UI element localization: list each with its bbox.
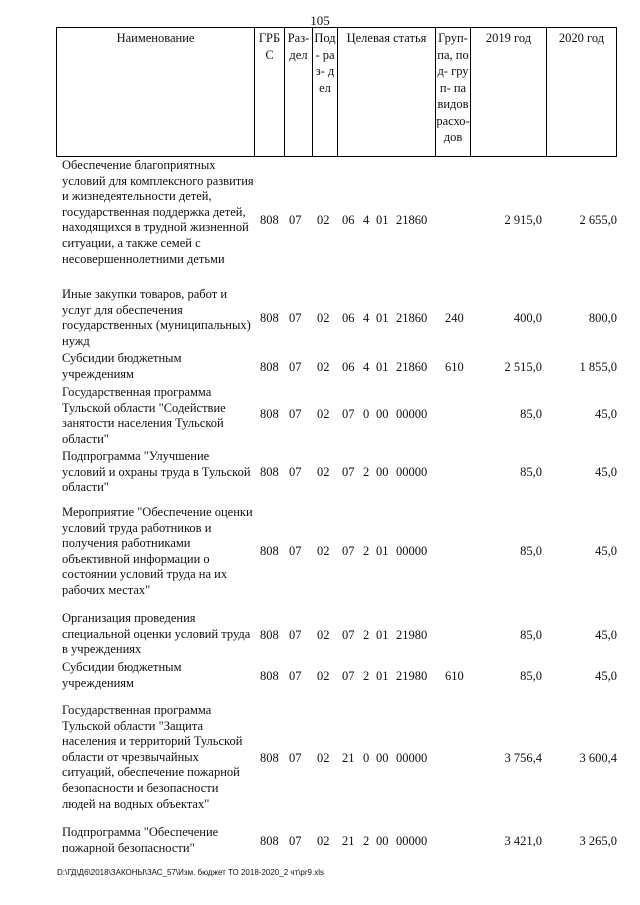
row-article-subprogram: 2 bbox=[363, 669, 370, 683]
row-expense-type: 610 bbox=[445, 669, 464, 683]
row-podrazdel: 02 bbox=[317, 751, 330, 765]
header-grbs: ГРБ С bbox=[258, 31, 281, 62]
row-podrazdel: 02 bbox=[317, 834, 330, 848]
row-article-program: 07 bbox=[342, 544, 355, 558]
row-article-subprogram: 0 bbox=[363, 751, 370, 765]
row-grbs: 808 bbox=[260, 669, 279, 683]
row-2019: 2 915,0 bbox=[504, 213, 542, 227]
header-2019: 2019 год bbox=[485, 31, 532, 45]
row-2020: 3 265,0 bbox=[579, 834, 617, 848]
row-2019: 2 515,0 bbox=[504, 360, 542, 374]
row-article-subprogram: 0 bbox=[363, 407, 370, 421]
row-grbs: 808 bbox=[260, 751, 279, 765]
table-row bbox=[56, 449, 617, 497]
row-article-code: 21980 bbox=[396, 669, 428, 683]
row-name: Субсидии бюджетным учреждениям bbox=[62, 660, 182, 690]
row-expense-type: 610 bbox=[445, 360, 464, 374]
row-article-code: 00000 bbox=[396, 751, 428, 765]
row-podrazdel: 02 bbox=[317, 213, 330, 227]
row-grbs: 808 bbox=[260, 407, 279, 421]
row-name: Государственная программа Тульской области "Защита населения и территорий Тульской области от чрезвычайных ситуаций, обеспечение пожарной безопасности и безопасности людей на водных объектах" bbox=[62, 703, 243, 811]
row-razdel: 07 bbox=[289, 465, 302, 479]
row-article-event: 01 bbox=[376, 311, 389, 325]
page-number: 105 bbox=[310, 13, 330, 28]
row-2019: 85,0 bbox=[520, 407, 542, 421]
row-razdel: 07 bbox=[289, 544, 302, 558]
row-name: Субсидии бюджетным учреждениям bbox=[62, 351, 182, 381]
table-row bbox=[56, 385, 617, 447]
row-grbs: 808 bbox=[260, 213, 279, 227]
row-podrazdel: 02 bbox=[317, 628, 330, 642]
row-article-subprogram: 2 bbox=[363, 544, 370, 558]
table-row bbox=[56, 825, 617, 857]
table-row bbox=[56, 660, 617, 692]
row-article-program: 06 bbox=[342, 213, 355, 227]
row-grbs: 808 bbox=[260, 360, 279, 374]
row-article-code: 21860 bbox=[396, 311, 428, 325]
row-razdel: 07 bbox=[289, 628, 302, 642]
row-2020: 800,0 bbox=[588, 311, 617, 325]
row-razdel: 07 bbox=[289, 751, 302, 765]
row-podrazdel: 02 bbox=[317, 544, 330, 558]
row-article-subprogram: 4 bbox=[363, 360, 370, 374]
row-name: Обеспечение благоприятных условий для комплексного развития и жизнедеятельности детей, государственная поддержка детей, находящихся в трудной жизненной ситуации, а также семей с несовершеннолетними детьми bbox=[62, 158, 254, 266]
row-article-program: 21 bbox=[342, 751, 355, 765]
row-podrazdel: 02 bbox=[317, 669, 330, 683]
row-article-subprogram: 2 bbox=[363, 628, 370, 642]
file-path-footer: D:\ГД\Д6\2018\ЗАКОНЫ\ЗАС_57\Изм. бюджет ТО 2018-2020_2 чт\pr9.xls bbox=[57, 868, 324, 877]
column-divider bbox=[337, 28, 338, 156]
row-article-code: 21860 bbox=[396, 213, 428, 227]
row-article-event: 01 bbox=[376, 544, 389, 558]
column-divider bbox=[470, 28, 471, 156]
row-2020: 45,0 bbox=[595, 628, 617, 642]
row-2019: 85,0 bbox=[520, 544, 542, 558]
row-article-program: 07 bbox=[342, 628, 355, 642]
row-2020: 45,0 bbox=[595, 669, 617, 683]
header-2020: 2020 год bbox=[558, 31, 605, 45]
row-article-event: 00 bbox=[376, 407, 389, 421]
row-article-code: 21860 bbox=[396, 360, 428, 374]
header-name: Наименование bbox=[116, 31, 195, 45]
row-article-event: 01 bbox=[376, 669, 389, 683]
row-article-event: 01 bbox=[376, 213, 389, 227]
row-2019: 3 421,0 bbox=[504, 834, 542, 848]
row-razdel: 07 bbox=[289, 360, 302, 374]
row-razdel: 07 bbox=[289, 407, 302, 421]
row-2020: 45,0 bbox=[595, 407, 617, 421]
row-name: Подпрограмма "Обеспечение пожарной безопасности" bbox=[62, 825, 219, 855]
table-header bbox=[56, 27, 617, 157]
row-podrazdel: 02 bbox=[317, 407, 330, 421]
row-article-event: 00 bbox=[376, 751, 389, 765]
row-article-code: 00000 bbox=[396, 465, 428, 479]
row-article-code: 00000 bbox=[396, 544, 428, 558]
row-2020: 3 600,4 bbox=[579, 751, 617, 765]
row-2019: 85,0 bbox=[520, 465, 542, 479]
row-article-event: 00 bbox=[376, 834, 389, 848]
header-podrazdel: Под- раз- дел bbox=[314, 31, 336, 95]
header-razdel: Раз- дел bbox=[287, 31, 310, 62]
row-2019: 85,0 bbox=[520, 628, 542, 642]
row-article-code: 21980 bbox=[396, 628, 428, 642]
row-name: Иные закупки товаров, работ и услуг для обеспечения государственных (муниципальных) нужд bbox=[62, 287, 251, 348]
row-article-subprogram: 4 bbox=[363, 213, 370, 227]
table-row bbox=[56, 611, 617, 659]
row-name: Государственная программа Тульской области "Содействие занятости населения Тульской области" bbox=[62, 385, 226, 446]
row-article-subprogram: 4 bbox=[363, 311, 370, 325]
column-divider bbox=[254, 28, 255, 156]
row-razdel: 07 bbox=[289, 213, 302, 227]
row-article-program: 21 bbox=[342, 834, 355, 848]
row-article-program: 07 bbox=[342, 465, 355, 479]
row-article-program: 07 bbox=[342, 669, 355, 683]
row-razdel: 07 bbox=[289, 311, 302, 325]
table-row bbox=[56, 158, 617, 283]
row-article-subprogram: 2 bbox=[363, 834, 370, 848]
row-name: Мероприятие "Обеспечение оценки условий труда работников и получения работниками объективной информации о состоянии условий труда на их рабочих местах" bbox=[62, 505, 253, 597]
row-razdel: 07 bbox=[289, 834, 302, 848]
row-2019: 3 756,4 bbox=[504, 751, 542, 765]
row-article-code: 00000 bbox=[396, 407, 428, 421]
row-name: Подпрограмма "Улучшение условий и охраны труда в Тульской области" bbox=[62, 449, 251, 495]
row-article-subprogram: 2 bbox=[363, 465, 370, 479]
row-article-event: 01 bbox=[376, 360, 389, 374]
header-expense-group: Груп- па, под- груп- па видов расхо- дов bbox=[436, 31, 470, 144]
row-grbs: 808 bbox=[260, 628, 279, 642]
row-2019: 400,0 bbox=[513, 311, 542, 325]
row-grbs: 808 bbox=[260, 834, 279, 848]
row-razdel: 07 bbox=[289, 669, 302, 683]
table-row bbox=[56, 287, 617, 349]
row-article-program: 07 bbox=[342, 407, 355, 421]
row-podrazdel: 02 bbox=[317, 311, 330, 325]
row-grbs: 808 bbox=[260, 311, 279, 325]
row-2020: 45,0 bbox=[595, 544, 617, 558]
row-expense-type: 240 bbox=[445, 311, 464, 325]
row-grbs: 808 bbox=[260, 465, 279, 479]
row-podrazdel: 02 bbox=[317, 465, 330, 479]
table-row bbox=[56, 505, 617, 601]
row-article-code: 00000 bbox=[396, 834, 428, 848]
column-divider bbox=[56, 28, 57, 156]
row-name: Организация проведения специальной оценки условий труда в учреждениях bbox=[62, 611, 251, 657]
table-row bbox=[56, 703, 617, 815]
row-2020: 2 655,0 bbox=[579, 213, 617, 227]
row-grbs: 808 bbox=[260, 544, 279, 558]
row-article-event: 00 bbox=[376, 465, 389, 479]
row-article-program: 06 bbox=[342, 360, 355, 374]
row-2020: 1 855,0 bbox=[579, 360, 617, 374]
table-row bbox=[56, 351, 617, 383]
row-2020: 45,0 bbox=[595, 465, 617, 479]
row-article-event: 01 bbox=[376, 628, 389, 642]
row-2019: 85,0 bbox=[520, 669, 542, 683]
column-divider bbox=[616, 28, 617, 156]
row-podrazdel: 02 bbox=[317, 360, 330, 374]
header-target-article: Целевая статья bbox=[346, 31, 427, 45]
row-article-program: 06 bbox=[342, 311, 355, 325]
column-divider bbox=[546, 28, 547, 156]
